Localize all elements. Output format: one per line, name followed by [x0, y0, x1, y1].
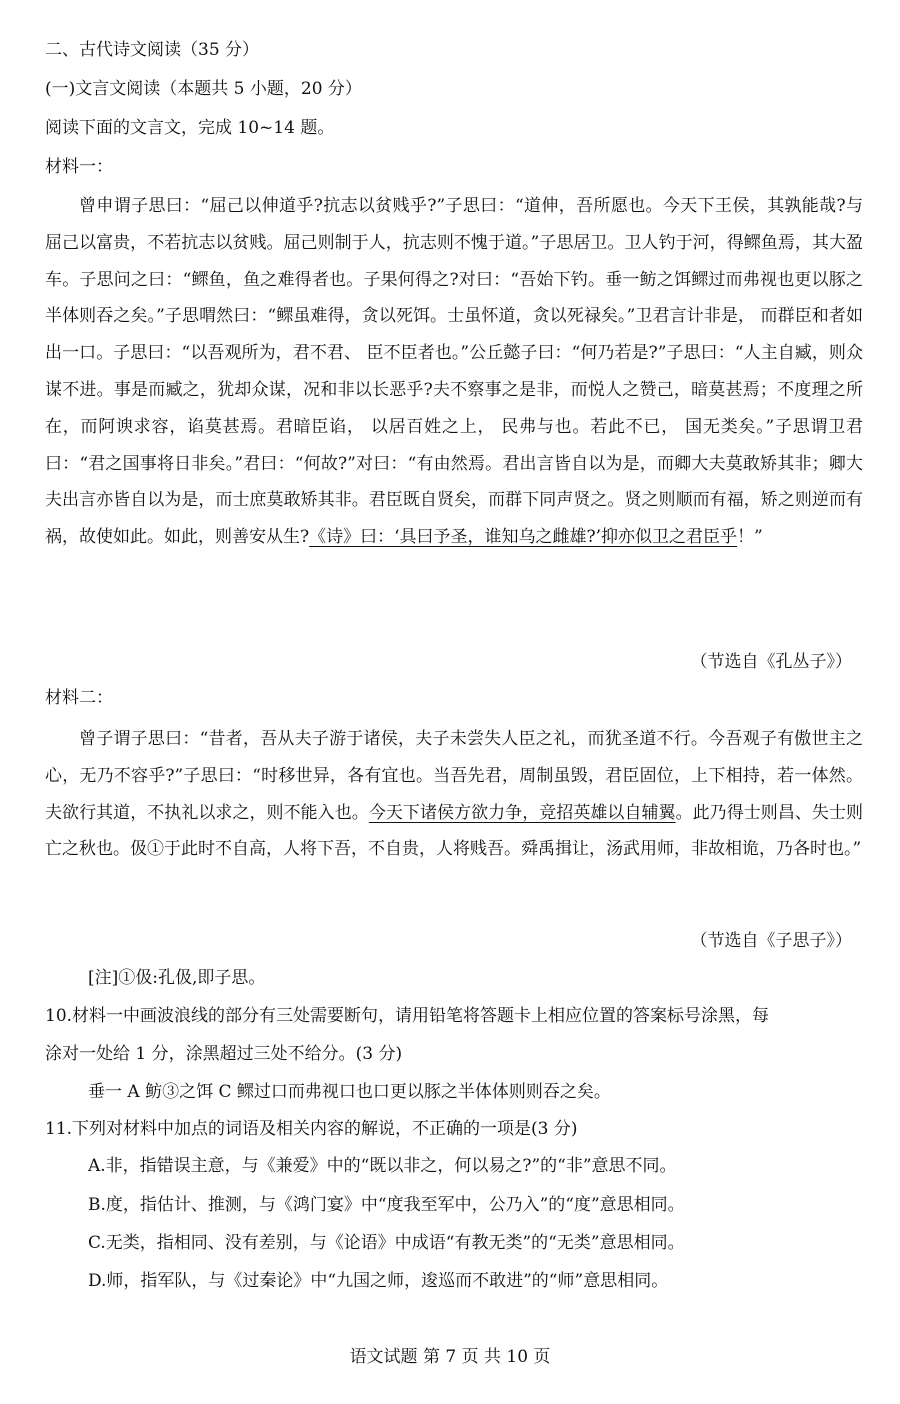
material2-underlined: 今天下诸侯方欲力争，竞招英雄以自辅翼 [368, 802, 676, 823]
section-title: 二、古代诗文阅读（35 分） [45, 40, 260, 60]
material1-label: 材料一： [45, 157, 113, 177]
material1-source: （节选自《孔丛子》） [690, 652, 852, 672]
material2-note: [注]①伋:孔伋,即子思。 [88, 968, 266, 988]
material1-underlined: 《诗》曰：‘具曰予圣，谁知乌之雌雄?’抑亦似卫之君臣乎 [309, 527, 738, 548]
q10-text-line1: 10.材料一中画波浪线的部分有三处需要断句，请用铅笔将答题卡上相应位置的答案标号涂黑，每 [45, 1006, 770, 1026]
q11-option-a: A.非，指错误主意，与《兼爱》中的“既以非之，何以易之?”的“非”意思不同。 [88, 1156, 677, 1176]
q10-sentence: 垂一 A 鲂③之饵 C 鳏过口而弗视口也口更以豚之半体体则则吞之矣。 [88, 1082, 611, 1102]
material2-source: （节选自《子思子》） [690, 931, 852, 951]
material2-text [45, 721, 863, 868]
q10-text-line2: 涂对一处给 1 分，涂黑超过三处不给分。(3 分) [45, 1044, 403, 1064]
material2-after: 。此乃得士则昌、失士则亡之秋也。伋①于此时不自高，人将下吾，不自贵，人将贱吾。舜禹揖让，汤武用师，非故相诡，乃各时也。” [45, 802, 864, 860]
q11-option-b: B.度，指估计、推测，与《鸿门宴》中“度我至军中，公乃入”的“度”意思相同。 [88, 1195, 685, 1215]
section-instruction: 阅读下面的文言文，完成 10~14 题。 [45, 118, 335, 138]
section-subtitle: (一)文言文阅读（本题共 5 小题，20 分） [45, 79, 362, 99]
q11-stem: 11.下列对材料中加点的词语及相关内容的解说，不正确的一项是(3 分) [45, 1119, 578, 1139]
q11-option-d: D.师，指军队，与《过秦论》中“九国之师，逡巡而不敢进”的“师”意思相同。 [88, 1271, 669, 1291]
q11-option-c: C.无类，指相同、没有差别，与《论语》中成语“有教无类”的“无类”意思相同。 [88, 1233, 685, 1253]
material1-end: ！” [737, 527, 763, 548]
material2-plain: 曾子谓子思曰：“昔者，吾从夫子游于诸侯，夫子未尝失人臣之礼，而犹圣道不行。今吾观子有傲世主之心，无乃不容乎?”子思曰：“时移世异，各有宜也。当吾先君，周制虽毁，君臣固位，上下相持，若一体然。夫欲行其道，不执礼以求之，则不能入也。 [45, 729, 863, 823]
material1-text [45, 188, 863, 556]
material2-label: 材料二： [45, 688, 113, 708]
page-footer: 语文试题 第 7 页 共 10 页 [349, 1347, 551, 1367]
material1-plain: 曾申谓子思曰：“屈己以伸道乎?抗志以贫贱乎?”子思曰：“道伸，吾所愿也。今天下王侯，其孰能哉?与屈己以富贵，不若抗志以贫贱。屈己则制于人，抗志则不愧于道。”子思居卫。卫人钓于河，得鳏鱼焉，其大盈车。子思问之曰：“鳏鱼，鱼之难得者也。子果何得之?对曰：“吾始下钓。垂一鲂之饵鳏过而弗视也更以豚之半体则吞之矣。”子思喟然曰：“鳏虽难得，贪以死饵。士虽怀道，贪以死禄矣。”卫君言计非是， 而群臣和者如出一口。子思曰：“以吾观所为，君不君、 臣不臣者也。”公丘懿子曰：“何乃若是?”子思曰：“人主自臧，则众谋不进。事是而臧之，犹却众谋，况和非以长恶乎?夫不察事之是非，而悦人之赞己，暗莫甚焉；不度理之所在，而阿谀求容，谄莫甚焉。君暗臣谄， 以居百姓之上， 民弗与也。若此不已， 国无类矣。”子思谓卫君曰：“君之国事将日非矣。”君曰：“何故?”对曰：“有由然焉。君出言皆自以为是，而卿大夫莫敢矫其非；卿大夫出言亦皆自以为是，而士庶莫敢矫其非。君臣既自贤矣，而群下同声贤之。贤之则顺而有福，矫之则逆而有祸，故使如此。如此，则善安从生? [45, 196, 863, 548]
